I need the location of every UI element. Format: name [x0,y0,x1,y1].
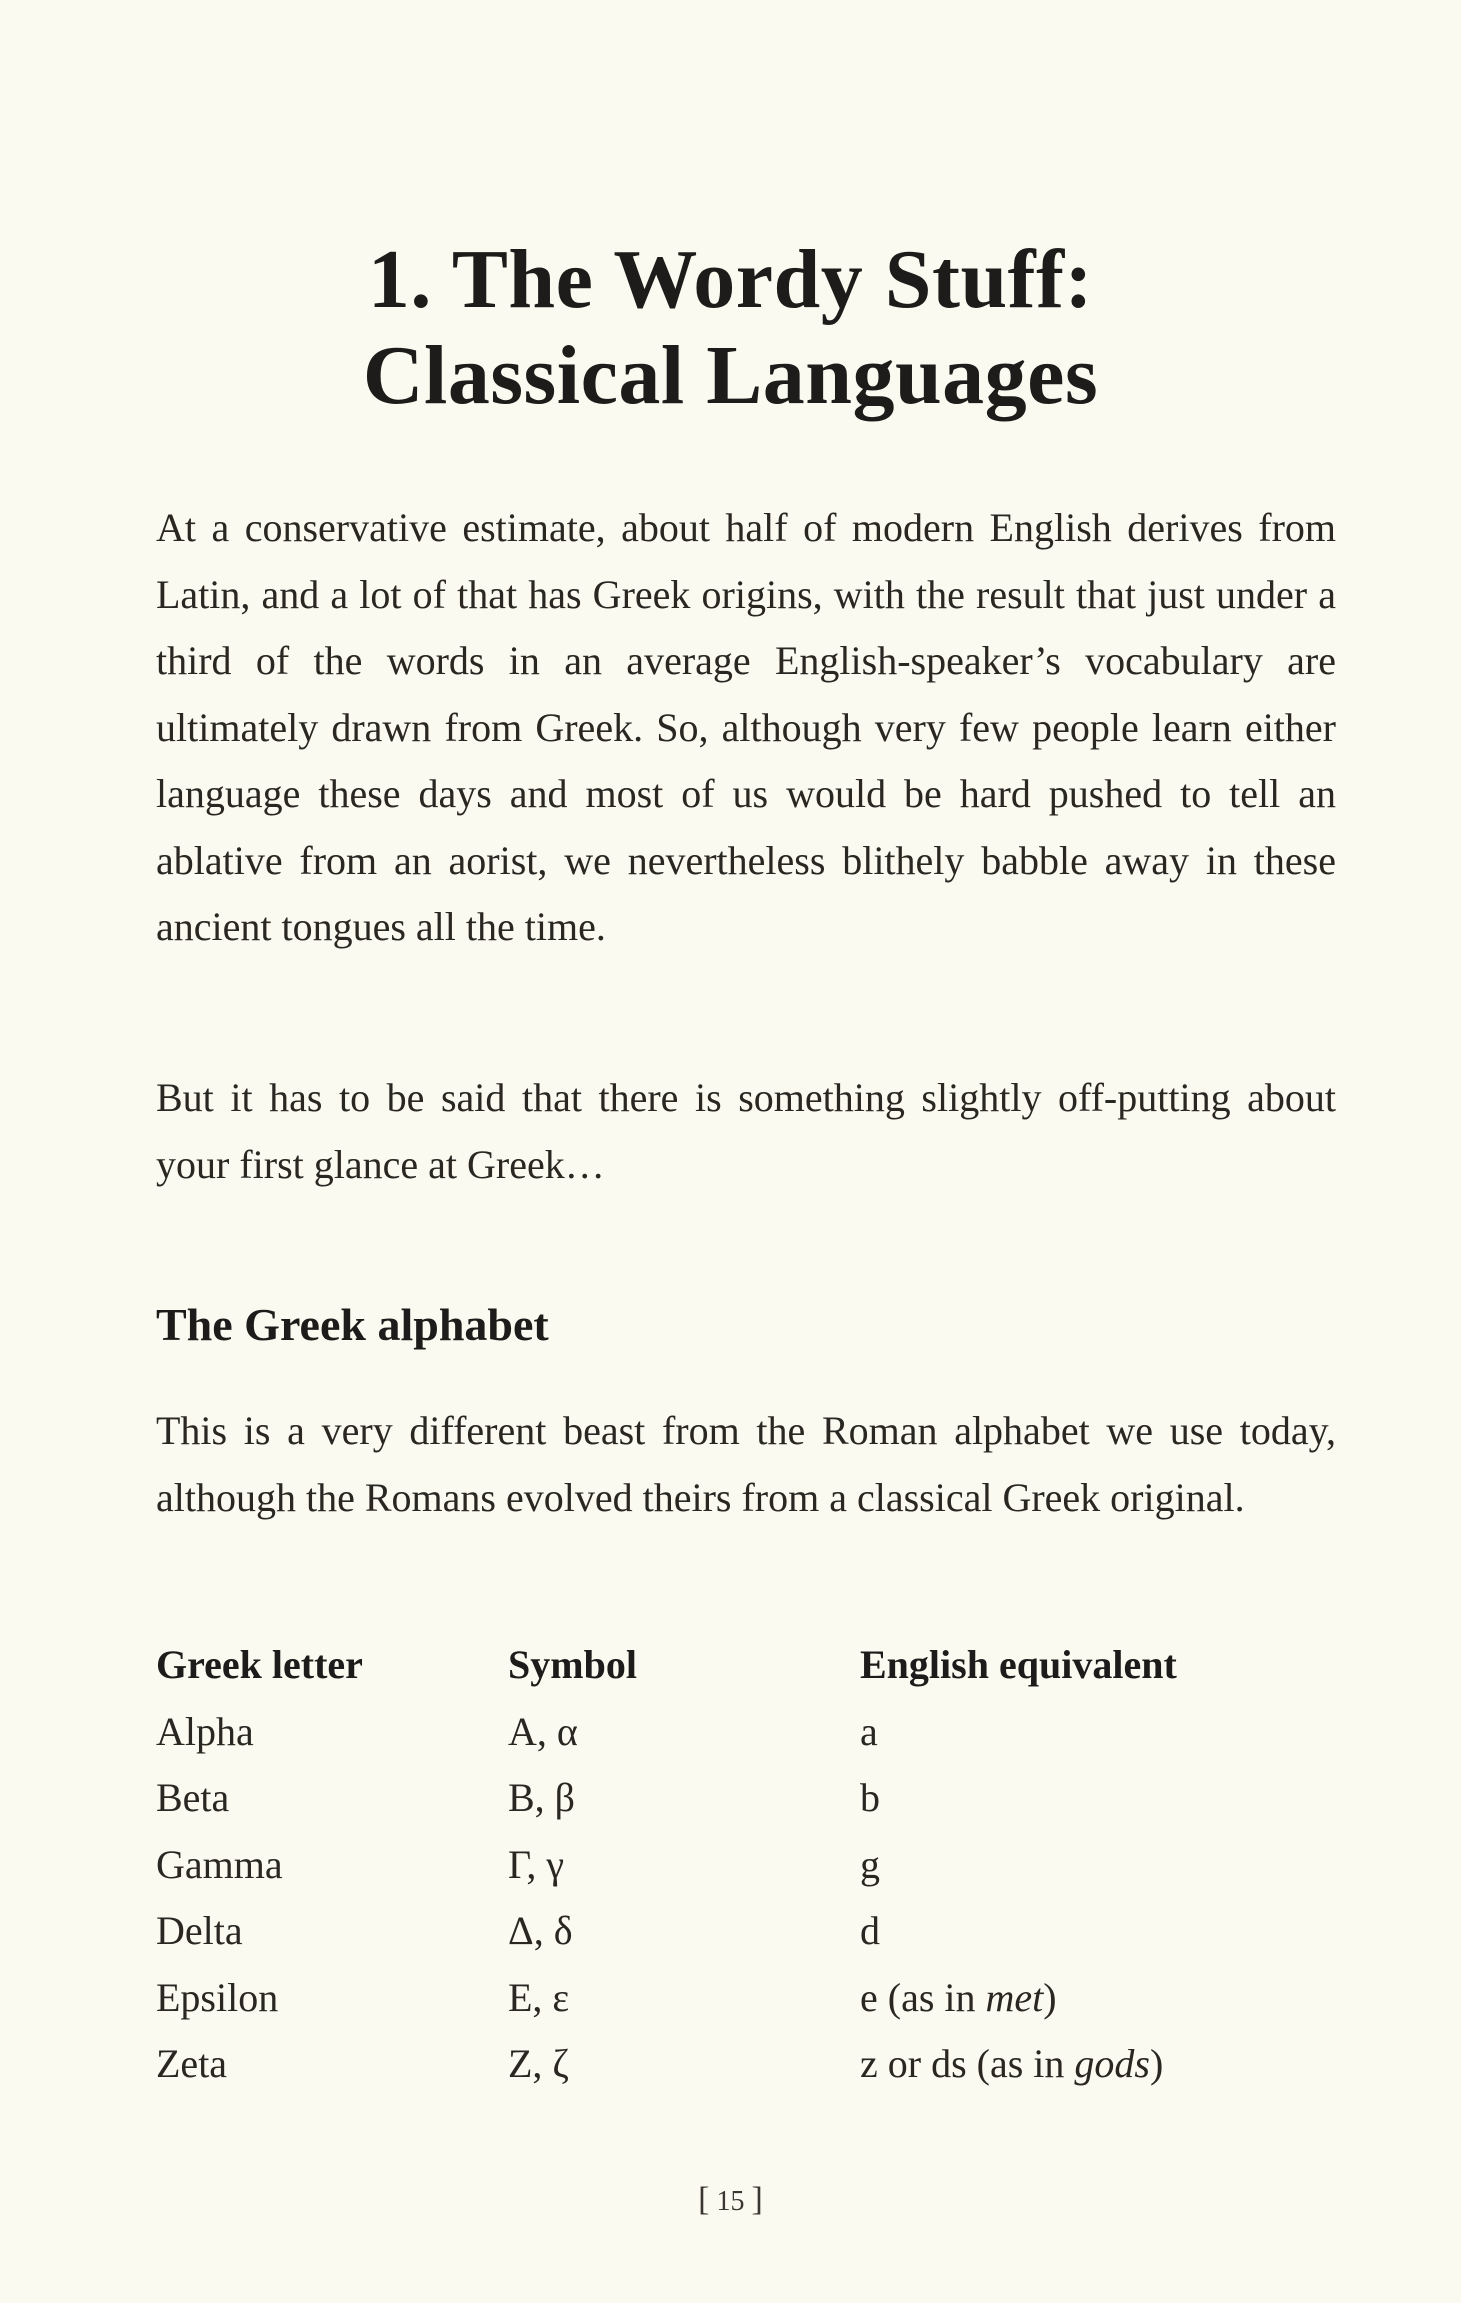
letter-symbol: Α, α [508,1708,578,1754]
letter-name: Delta [156,1908,243,1953]
letter-symbol: Ε, ε [508,1974,570,2020]
page-number-bracket-close: ] [751,2181,763,2218]
letter-english: a [860,1708,878,1754]
english-prefix: z or ds (as in [860,2041,1075,2086]
greek-alphabet-table [156,1632,1340,2098]
letter-english: d [860,1908,880,1953]
table-row [156,1765,1340,1832]
table-row [156,1898,1340,1965]
page-number-value: 15 [716,2186,745,2217]
letter-name: Zeta [156,2041,228,2086]
english-suffix: ) [1149,2041,1164,2086]
table-row [156,1699,1340,1766]
greek-glance-paragraph: But it has to be said that there is something slightly off-putting about your first glance at Greek… [156,1075,1336,1187]
letter-symbol: Β, β [508,1775,576,1820]
letter-name: Beta [156,1775,230,1820]
section-heading: The Greek alphabet [156,1299,549,1350]
letter-english [860,1965,1340,2032]
letter-english [860,2031,1340,2098]
english-suffix: ) [1043,1974,1057,2020]
header-greek-letter: Greek letter [156,1642,363,1687]
alphabet-intro-paragraph: This is a very different beast from the Roman alphabet we use today, although the Romans evolved theirs from a classical Greek original. [156,1408,1336,1520]
page-number [0,2180,1461,2222]
table-header-row [156,1632,1340,1699]
table-row [156,1832,1340,1899]
letter-english: g [860,1841,880,1887]
page-number-bracket-open: [ [698,2181,710,2218]
chapter-title-line-2: Classical Languages [362,329,1099,422]
letter-name: Gamma [156,1841,283,1887]
table-row [156,1965,1340,2032]
english-example-word: gods [1074,2041,1150,2086]
chapter-title-line-1: 1. The Wordy Stuff: [367,233,1094,326]
letter-name: Epsilon [156,1974,279,2020]
english-prefix: e (as in [860,1974,986,2020]
intro-paragraph: At a conservative estimate, about half of modern English derives from Latin, and a lot of that has Greek origins, with the result that just under a third of the words in an average English-speaker’s vocabulary are ultimately drawn from Greek. So, although very few people learn either language these days and most of us would be hard pushed to tell an ablative from an aorist, we nevertheless blithely babble away in these ancient tongues all the time. [156,505,1336,949]
header-english-equivalent: English equivalent [860,1642,1177,1687]
letter-symbol: Ζ, ζ [508,2041,569,2086]
letter-symbol: Δ, δ [508,1908,573,1953]
letter-name: Alpha [156,1708,254,1754]
letter-symbol: Γ, γ [508,1841,564,1887]
english-example-word: met [985,1974,1044,2020]
header-symbol: Symbol [508,1642,637,1687]
table-row [156,2031,1340,2098]
letter-english: b [860,1775,880,1820]
chapter-title [0,232,1461,424]
